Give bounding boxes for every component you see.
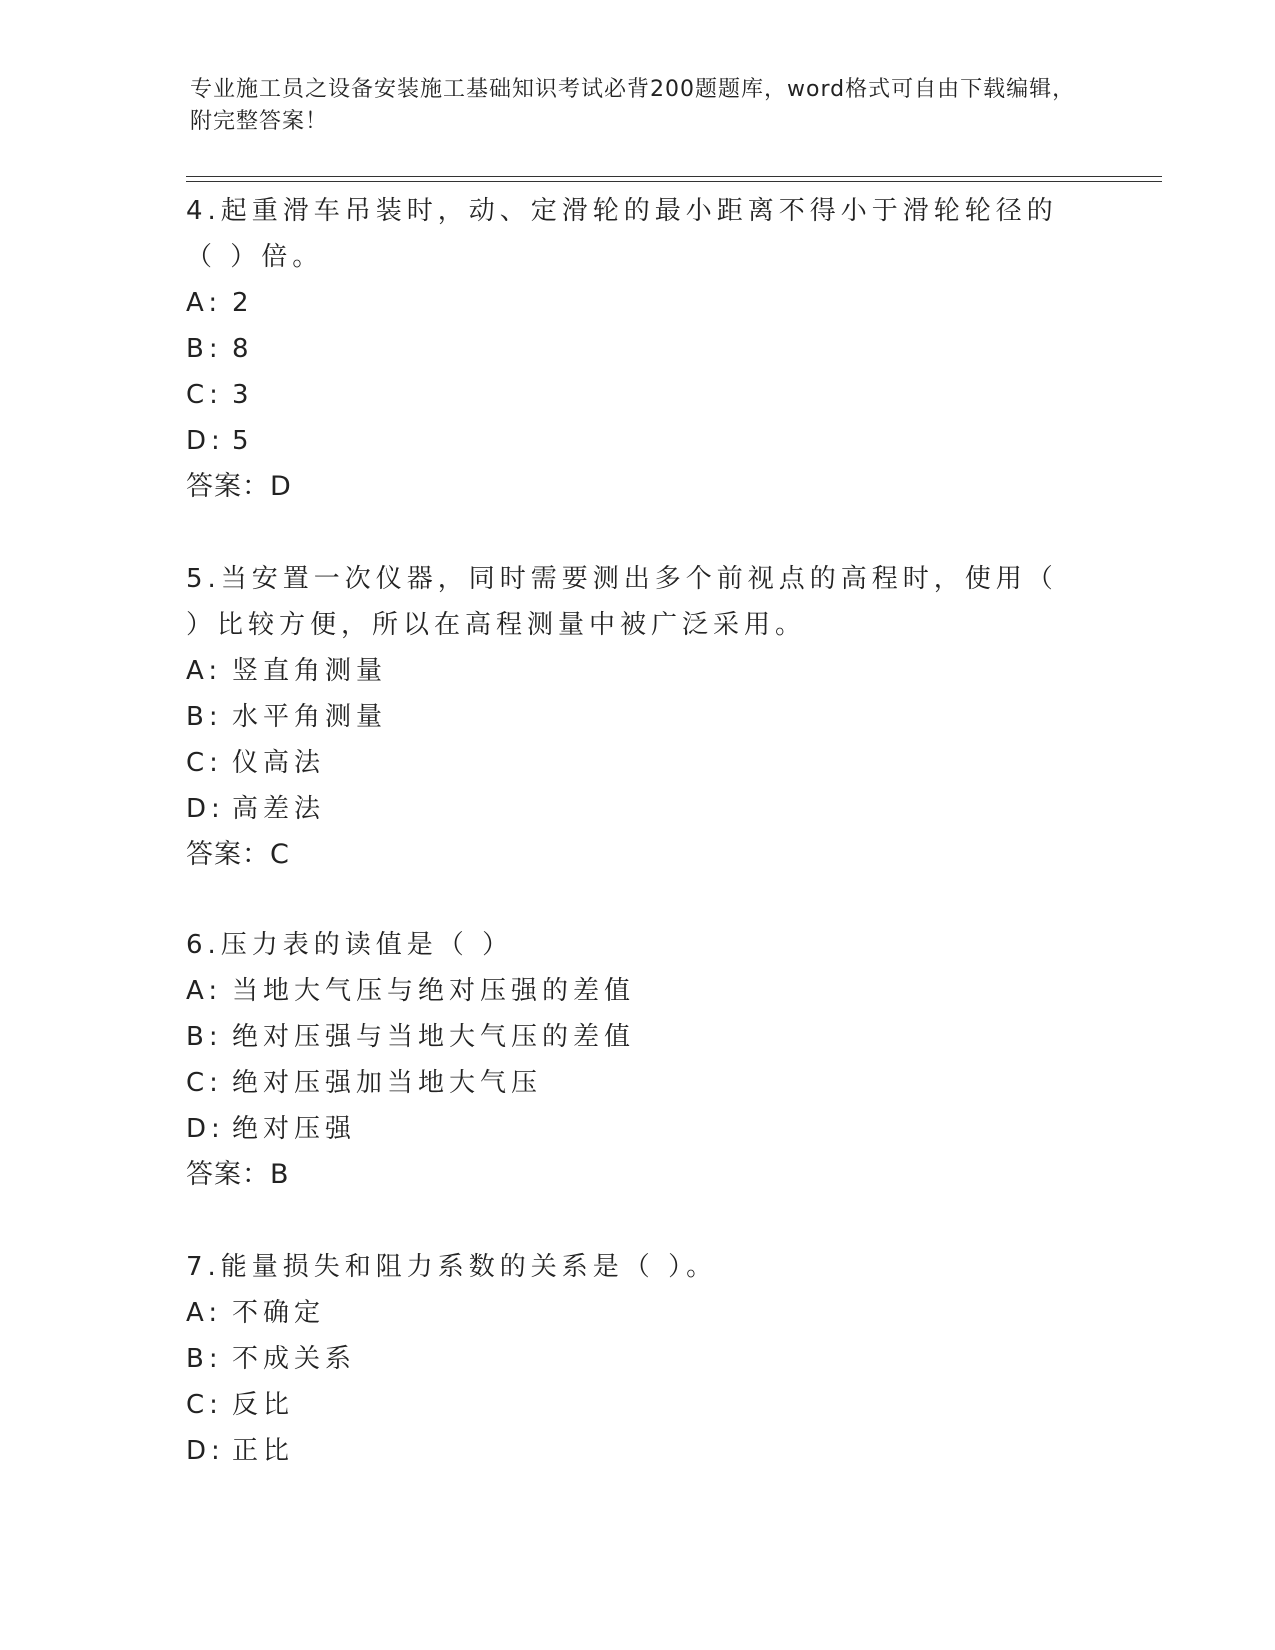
option-a: A: 当地大气压与绝对压强的差值	[186, 976, 636, 1006]
option-d: D: 高差法	[186, 794, 326, 824]
question-4	[186, 188, 1086, 510]
option-c: C: 3	[186, 380, 254, 410]
option-c: C: 绝对压强加当地大气压	[186, 1068, 543, 1098]
question-6	[186, 922, 1086, 1198]
header-divider-bottom	[186, 181, 1162, 182]
option-b: B: 绝对压强与当地大气压的差值	[186, 1022, 636, 1052]
question-stem: 5.当安置一次仪器，同时需要测出多个前视点的高程时，使用（ ）比较方便，所以在高程测量中被广泛采用。	[186, 564, 1058, 640]
header-divider-top	[186, 176, 1162, 177]
question-5	[186, 556, 1086, 878]
answer: 答案：B	[186, 1159, 290, 1190]
option-b: B: 8	[186, 334, 254, 364]
option-b: B: 水平角测量	[186, 702, 388, 732]
question-stem: 4.起重滑车吊装时，动、定滑轮的最小距离不得小于滑轮轮径的（ ）倍。	[186, 196, 1058, 272]
question-stem: 7.能量损失和阻力系数的关系是（ ）。	[186, 1252, 718, 1282]
option-a: A: 不确定	[186, 1298, 326, 1328]
option-d: D: 绝对压强	[186, 1114, 357, 1144]
option-c: C: 反比	[186, 1390, 295, 1420]
answer: 答案：D	[186, 471, 292, 502]
option-d: D: 5	[186, 426, 254, 456]
option-d: D: 正比	[186, 1436, 295, 1466]
option-a: A: 2	[186, 288, 254, 318]
question-stem: 6.压力表的读值是（ ）	[186, 930, 514, 960]
option-b: B: 不成关系	[186, 1344, 357, 1374]
option-a: A: 竖直角测量	[186, 656, 388, 686]
question-7	[186, 1244, 1086, 1474]
answer: 答案：C	[186, 839, 290, 870]
document-header: 专业施工员之设备安装施工基础知识考试必背200题题库，word格式可自由下载编辑，附完整答案！	[190, 77, 1076, 134]
option-c: C: 仪高法	[186, 748, 326, 778]
